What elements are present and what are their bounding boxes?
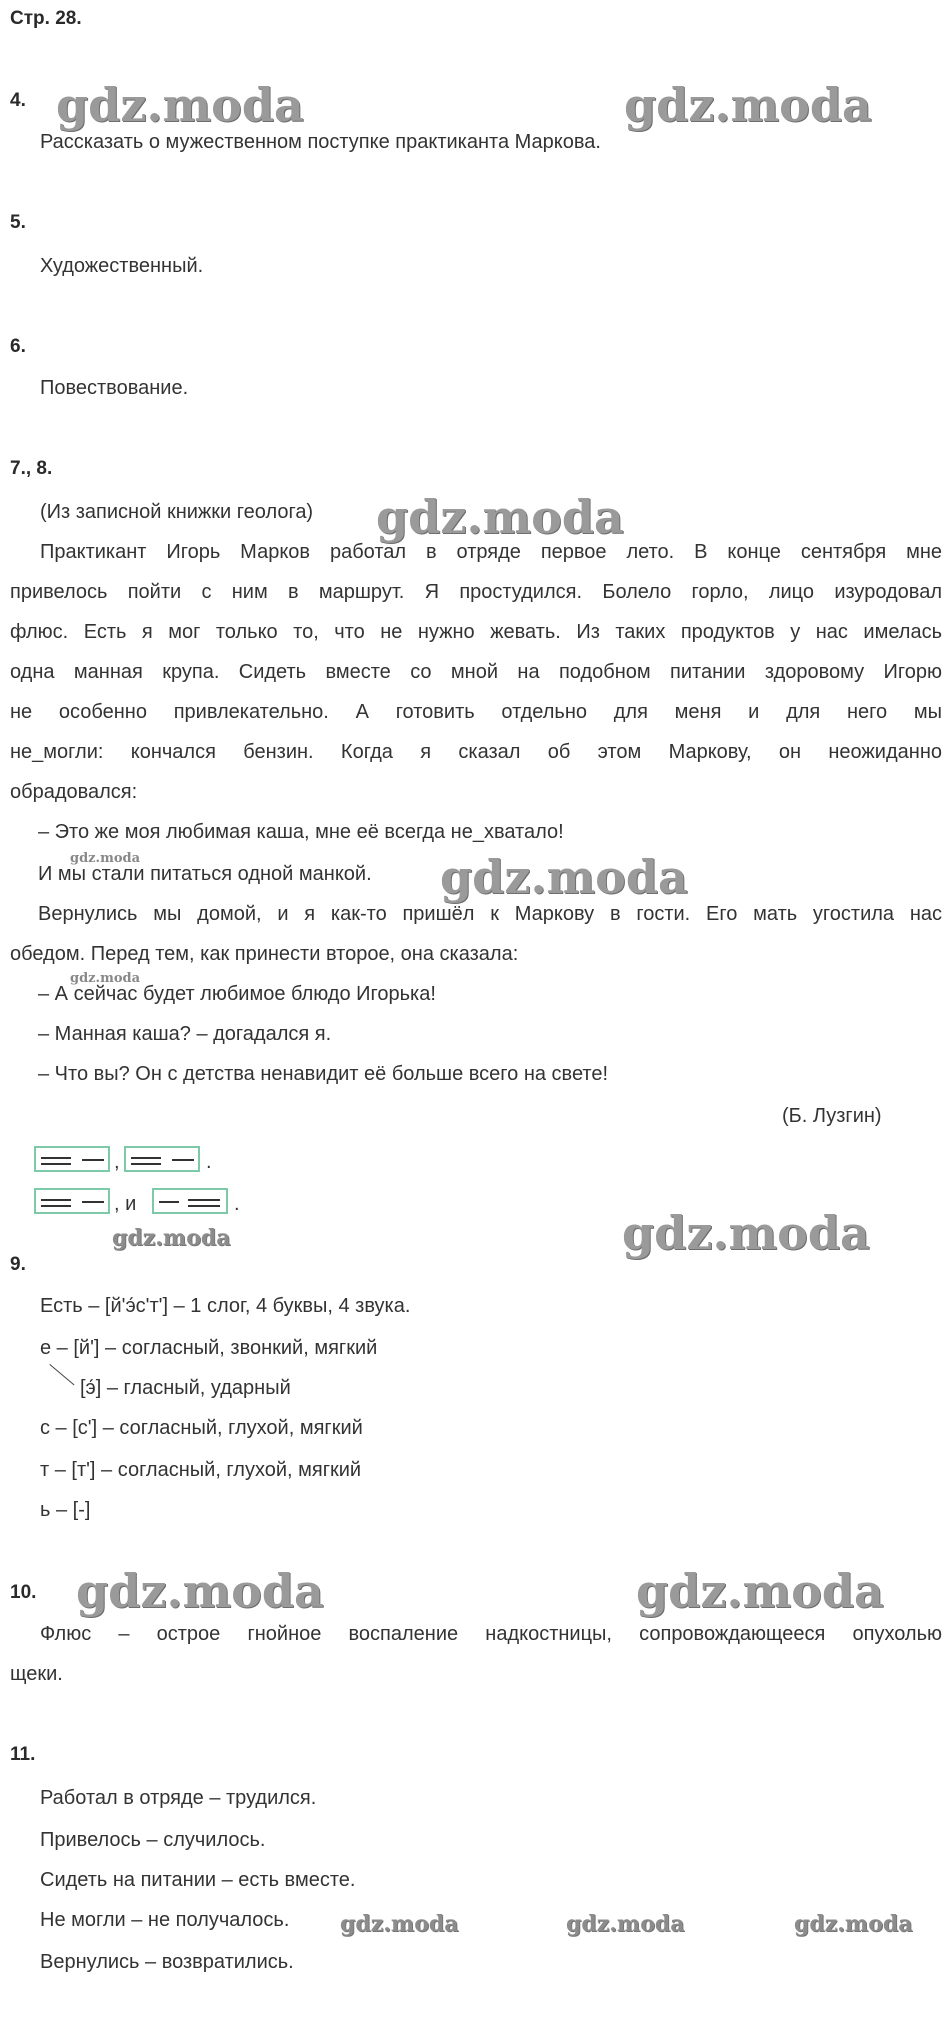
subject-mark: [131, 1157, 161, 1165]
task-5-number: 5.: [10, 212, 26, 233]
task-4-number: 4.: [10, 90, 26, 111]
predicate-mark: [82, 1159, 104, 1161]
watermark: gdz.moda: [624, 78, 872, 132]
watermark: gdz.moda: [622, 1206, 870, 1260]
task-11-number: 11.: [10, 1744, 36, 1765]
watermark: gdz.moda: [376, 490, 624, 544]
task-10-text-line: Флюс – острое гнойное воспаление надкостницы, сопровождающееся опухолью: [40, 1623, 942, 1645]
predicate-mark: [159, 1201, 179, 1203]
phonetic-line: ь – [-]: [40, 1499, 91, 1521]
synonym-line: Сидеть на питании – есть вместе.: [40, 1869, 356, 1891]
subject-mark: [41, 1199, 71, 1207]
text-line: – А сейчас будет любимое блюдо Игорька!: [38, 983, 436, 1005]
text-line: Практикант Игорь Марков работал в отряде первое лето. В конце сентября мне: [40, 541, 942, 563]
text-line: – Манная каша? – догадался я.: [38, 1023, 332, 1045]
text-line: привелось пойти с ним в маршрут. Я простудился. Болело горло, лицо изуродовал: [10, 581, 942, 603]
phonetic-line: е – [й'] – согласный, звонкий, мягкий: [40, 1337, 378, 1359]
task-10-text-line: щеки.: [10, 1663, 63, 1685]
subject-mark: [41, 1157, 71, 1165]
task-6-text: Повествование.: [40, 377, 189, 399]
watermark: gdz.moda: [112, 1225, 231, 1251]
text-line: – Что вы? Он с детства ненавидит её больше всего на свете!: [38, 1063, 609, 1085]
task-78-heading: (Из записной книжки геолога): [40, 501, 314, 523]
phonetic-line: с – [с'] – согласный, глухой, мягкий: [40, 1417, 363, 1439]
page-label: Стр. 28.: [10, 8, 82, 29]
text-line: флюс. Есть я мог только то, что не нужно жевать. Из таких продуктов у нас имелась: [10, 621, 942, 643]
task-78-number: 7., 8.: [10, 458, 53, 479]
watermark: gdz.moda: [566, 1911, 685, 1937]
synonym-line: Работал в отряде – трудился.: [40, 1787, 317, 1809]
author: (Б. Лузгин): [782, 1105, 882, 1127]
watermark: gdz.moda: [70, 851, 141, 866]
schema-box: [34, 1146, 110, 1172]
phonetic-line: Есть – [й'э́с'т'] – 1 слог, 4 буквы, 4 звука.: [40, 1295, 411, 1317]
phonetic-line: [э́] – гласный, ударный: [80, 1377, 291, 1399]
text-line: не_могли: кончался бензин. Когда я сказал об этом Маркову, он неожиданно: [10, 741, 942, 763]
text-line: – Это же моя любимая каша, мне её всегда не_хватало!: [38, 821, 564, 843]
text-line: не особенно привлекательно. А готовить отдельно для меня и для него мы: [10, 701, 942, 723]
schema-box: [34, 1188, 110, 1214]
schema-box: [124, 1146, 200, 1172]
schema-separator: .: [206, 1151, 212, 1173]
branch-line: [49, 1364, 74, 1385]
watermark: gdz.moda: [636, 1564, 884, 1618]
synonym-line: Привелось – случилось.: [40, 1829, 266, 1851]
watermark: gdz.moda: [76, 1564, 324, 1618]
watermark: gdz.moda: [70, 971, 141, 986]
watermark: gdz.moda: [440, 850, 688, 904]
text-line: Вернулись мы домой, и я как-то пришёл к Маркову в гости. Его мать угостила нас: [38, 903, 942, 925]
text-line: И мы стали питаться одной манкой.: [38, 863, 372, 885]
synonym-line: Вернулись – возвратились.: [40, 1951, 294, 1973]
schema-separator: .: [234, 1193, 240, 1215]
schema-box: [152, 1188, 228, 1214]
schema-separator: ,: [114, 1151, 120, 1173]
task-6-number: 6.: [10, 336, 26, 357]
synonym-line: Не могли – не получалось.: [40, 1909, 290, 1931]
task-4-text: Рассказать о мужественном поступке практиканта Маркова.: [40, 131, 601, 153]
predicate-mark: [82, 1201, 104, 1203]
text-line: обедом. Перед тем, как принести второе, она сказала:: [10, 943, 519, 965]
watermark: gdz.moda: [794, 1911, 913, 1937]
task-10-number: 10.: [10, 1582, 37, 1603]
predicate-mark: [172, 1159, 194, 1161]
watermark: gdz.moda: [56, 78, 304, 132]
phonetic-line: т – [т'] – согласный, глухой, мягкий: [40, 1459, 362, 1481]
task-9-number: 9.: [10, 1254, 26, 1275]
text-line: обрадовался:: [10, 781, 138, 803]
subject-mark: [188, 1199, 220, 1207]
task-5-text: Художественный.: [40, 255, 204, 277]
text-line: одна манная крупа. Сидеть вместе со мной на подобном питании здоровому Игорю: [10, 661, 942, 683]
watermark: gdz.moda: [340, 1911, 459, 1937]
schema-separator: , и: [114, 1193, 137, 1215]
